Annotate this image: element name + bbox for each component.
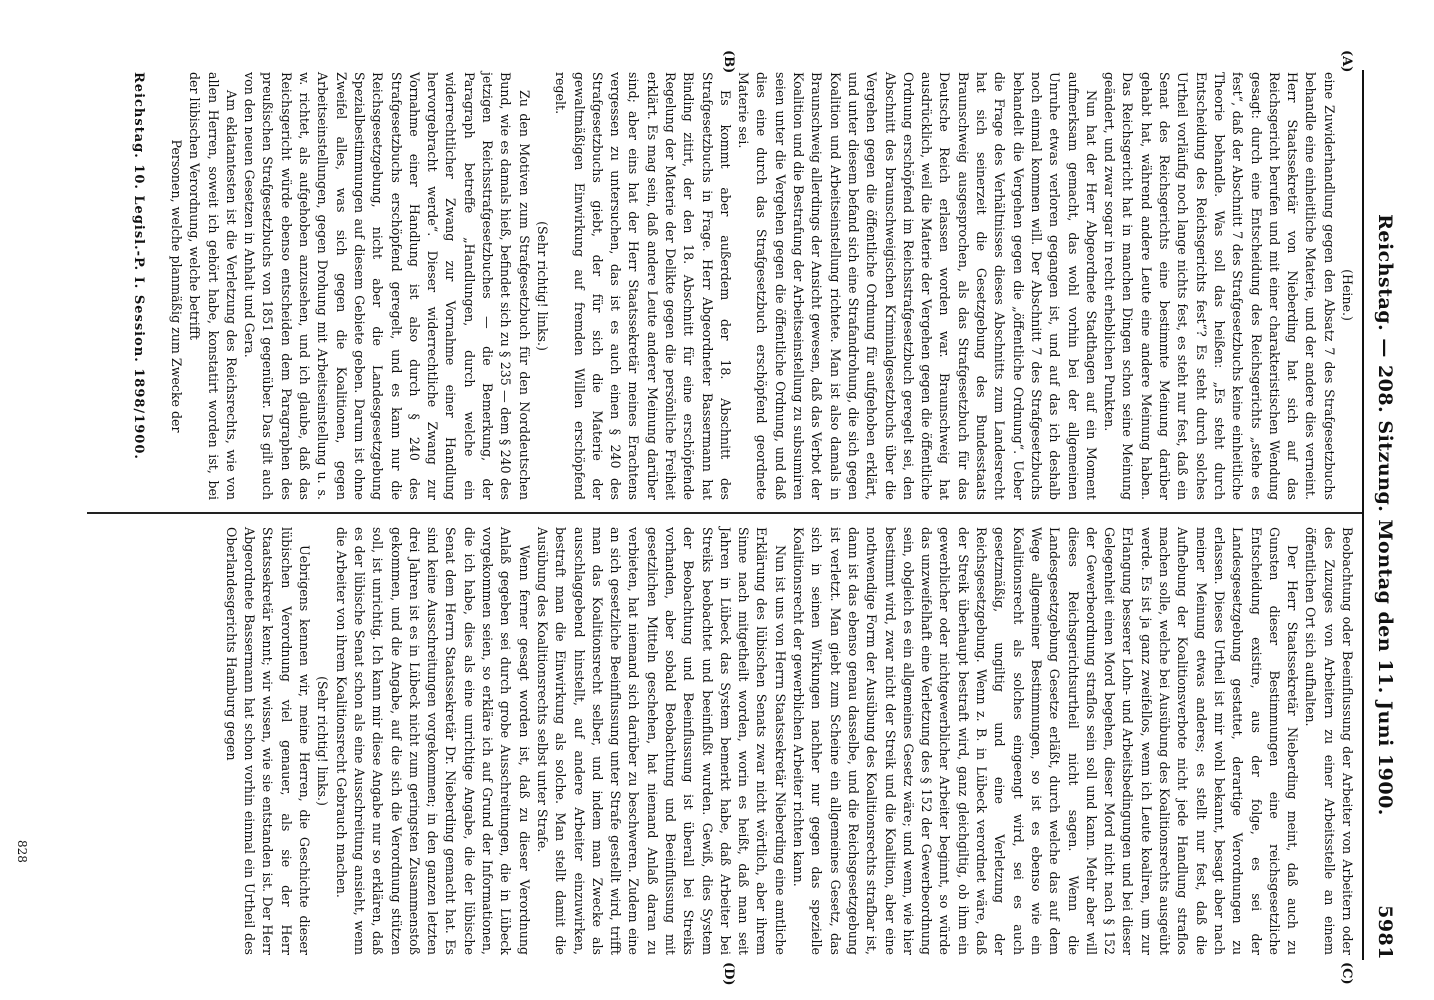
paragraph: Zu den Motiven zum Strafgesetzbuch für den Norddeutschen Bund, wie es damals hieß, befindet sich zu § 235 — dem § 240 des jetzigen Reichsstrafgesetzbuches — die Bemerkung, der Paragraph betreffe „Handlungen, durch welche ein widerrechtlicher Zwang zur Vornahme einer Handlung hervorgebracht werde“. Dieser widerrechtliche Zwang zur Vornahme einer Handlung ist also durch § 240 des Strafgesetzbuchs erschöpfend geregelt, und es kann nur die Reichsgesetzgebung, nicht aber die Landesgesetzgebung Spezialbestimmungen auf diesem Gebiete geben. Darum ist ohne Zweifel alles, was sich gegen die Koalitionen, gegen Arbeitseinstellungen, gegen Drohung mit Arbeitseinstellung u. s. w. richtet, als aufgehoben anzusehen, und ich glaube, daß das Reichsgericht würde ebenso entscheiden dem Paragraphen des preußischen Strafgesetzbuchs von 1851 gegenüber. Das gilt auch von den neuen Gesetzen in Anhalt und Gera. bbox=[242, 72, 532, 500]
paragraph: Nun ist uns von Herrn Staatssekretär Nieberding eine amtliche Erklärung des lübischen Senats zwar nicht wörtlich, aber ihrem Sinne nach mitgetheilt worden, worin es heißt, daß man seit Jahren in Lübeck das System bemerkt habe, daß Arbeiter bei Streiks beobachtet und beeinflußt wurden. Gewiß, dies System der Beobachtung und Beeinflussung ist überall bei Streiks vorhanden, aber sobald Beobachtung und Beeinflussung mit gesetzlichen Mitteln geschehen, hat niemand Anlaß daran zu verbieten, hat niemand sich darüber zu beschweren. Zudem eine an sich gesetzliche Beeinflussung unter Strafe gestellt wird, trifft man das Koalitionsrecht selber, und indem man Zwecke als ausschlaggebend hinstellt, auf andere Arbeiter einzuwirken, bestraft man die Einwirkung als solche. Man stellt damit die Ausübung des Koalitionsrechts selbst unter Strafe. bbox=[534, 527, 788, 955]
column-divider bbox=[87, 512, 1362, 514]
interjection: (Sehr richtig! links.) bbox=[534, 221, 550, 351]
left-column bbox=[167, 72, 1356, 500]
paragraph: Der Herr Staatssekretär Nieberding meint, daß auch zu Gunsten dieser Bestimmungen eine reichsgesetzliche Entscheidung existire, aus der folge, es sei der Landesgesetzgebung gestattet, derartige Verordnungen zu erlassen. Dieses Urtheil ist mir wohl bekannt, besagt aber nach meiner Meinung etwas anderes; es stellt nur fest, daß die Aufhebung der Koalitionsverbote nicht jede Handlung straflos machen solle, welche bei Ausübung des Koalitionsrechts ausgeübt werde. Es ist ja ganz zweifellos, wenn ich Leute koaliren, um zur Erlangung besserer Lohn- und Arbeitsbedingungen und bei dieser Gelegenheit einen Mord begehen, dieser Mord nicht nach § 152 der Gewerbeordnung straflos sein soll und kann. Mehr aber will dieses Reichsgerichtsurtheil nicht sagen. Wenn die Landesgesetzgebung Gesetze erläßt, durch welche das auf dem Wege allgemeiner Bestimmungen, so ist es ebenso wie ein Koalitionsrecht als solches eingeengt wird, sei es auch gesetzmäßig, ungiltig und eine Verletzung der Reichsgesetzgebung. Wenn z. B. in Lübeck verordnet wäre, daß der Streik überhaupt bestraft wird, ganz gleichgiltig, ob ihm ein gewerblicher oder nichtgewerblicher Arbeiter beginnt, so würde das unzweifelhaft eine Verletzung des § 152 der Gewerbeordnung sein, obgleich es ein allgemeines Gesetz wäre; und wenn, wie hier bestimmt wird, zwar nicht der Streik und die Koalition, aber eine nothwendige Form der Ausübung des Koalitionsrechts strafbar ist, dann ist das ebenso genau dasselbe, und die Reichsgesetzgebung ist verletzt. Man giebt zum Scheine ein allgemeines Gesetz, das sich in seinen Wirkungen nachher nur gegen das spezielle Koalitionsrecht der gewerblichen Arbeiter richten kann. bbox=[791, 527, 1301, 955]
interjection: (Sehr richtig! links.) bbox=[315, 676, 331, 806]
margin-mark-a: (A) bbox=[1339, 50, 1354, 73]
paragraph: Wenn ferner gesagt worden ist, daß zu dieser Verordnung Anlaß gegeben sei durch grobe Ausschreitungen, die in Lübeck vorgekommen seien, so erkläre ich auf Grund der Informationen, die ich habe, dies als eine unrichtige Angabe, die der lübische Senat dem Herrn Staatssekretär Dr. Nieberding gemacht hat. Es sind keine Ausschreitungen vorgekommen; in den ganzen letzten drei Jahren ist es in Lübeck nicht zum geringsten Zusammenstoß gekommen, und die Angabe, auf die sich die Verordnung stützen soll, ist unrichtig. Ich kann mir diese Angabe nur so erklären, daß es der lübische Senat schon als eine Ausschreitung ansieht, wenn die Arbeiter von ihrem Koalitionsrecht Gebrauch machen. bbox=[333, 527, 532, 955]
footer-page-number: 828 bbox=[15, 840, 29, 863]
page-header bbox=[1366, 70, 1396, 960]
paragraph: eine Zuwiderhandlung gegen den Absatz 7 des Strafgesetzbuchs behandle eine einheitliche Materie, und der andere dies verneint. Herr Staatssekretär von Nieberding hat sich auf das Reichsgericht berufen und mit einer charakteristischen Wendung gesagt: durch eine Entscheidung des Reichsgerichts „stehe es fest“, daß der Abschnitt 7 des Strafgesetzbuchs keine einheitliche Theorie behandle. Was soll das heißen: „Es steht durch Entscheidung des Reichsgerichts fest“? Es steht durch solches Urtheil vorläufig noch lange nichts fest, es steht nur fest, daß ein Senat des Reichsgerichts eine bestimmte Meinung darüber gehabt hat, während andere Leute eine andere Meinung haben. Das Reichsgericht hat in manchen Dingen schon seine Meinung geändert, und zwar sogar in recht erheblichen Punkten. bbox=[1102, 72, 1337, 500]
paragraph: Uebrigens kennen wir, meine Herren, die Geschichte dieser lübischen Verordnung viel genauer, als sie der Herr Staatssekretär kennt; wir wissen, wie sie entstanden ist. Der Herr Abgeordnete Bassermann hat schon vorhin einmal ein Urtheil des Oberlandesgerichts Hamburg gegen bbox=[223, 527, 313, 955]
paragraph: Am eklatantesten ist die Verletzung des Reichsrechts, wie von allen Herren, soweit ich gehört habe, konstatirt worden ist, bei der lübischen Verordnung, welche betrifft bbox=[187, 72, 239, 500]
speaker-label: (Heine.) bbox=[1340, 269, 1355, 321]
paragraph: Es kommt aber außerdem der 18. Abschnitt des Strafgesetzbuchs in Frage. Herr Abgeordneter Bassermann hat Binding zitirt, der den 18. Abschnitt für eine erschöpfende Regelung der Materie der Delikte gegen die persönliche Freiheit erklärt. Es mag sein, daß andere Leute anderer Meinung darüber sind; aber eins hat der Herr Staatssekretär meines Erachtens vergessen zu untersuchen, das ist es auch einen § 240 des Strafgesetzbuchs giebt, der für sich die Materie der gewaltmäßigen Einwirkung auf fremden Willen erschöpfend regelt. bbox=[553, 72, 733, 500]
right-column bbox=[222, 527, 1356, 955]
paragraph: Nun hat der Herr Abgeordnete Stadthagen auf ein Moment aufmerksam gemacht, das wohl vorhin bei der allgemeinen Unruhe etwas verloren gegangen ist, und auf das ich deshalb noch einmal kommen will. Der Abschnitt 7 des Strafgesetzbuchs behandelt die Vergehen gegen die „öffentliche Ordnung“. Ueber die Frage des Verhältnisses dieses Abschnitts zum Landesrecht hat sich seinerzeit die Gesetzgebung des Bundesstaats Braunschweig ausgesprochen, als das Strafgesetzbuch für das Deutsche Reich erlassen worden war. Braunschweig hat ausdrücklich, weil die Materie der Vergehen gegen die öffentliche Ordnung erschöpfend im Reichsstrafgesetzbuch geregelt sei, den Abschnitt des braunschweigischen Kriminalgesetzbuchs über die Vergehen gegen die öffentliche Ordnung für aufgehoben erklärt, und unter diesem befand sich eine Strafandrohung, die sich gegen Koalition und Arbeitseinstellung richtete. Man ist also damals in Braunschweig allerdings der Ansicht gewesen, daß das Verbot der Koalition und die Bestrafung der Arbeitseinstellung zu subsumiren seien unter die Vergehen gegen die öffentliche Ordnung, und daß dies eine durch das Strafgesetzbuch erschöpfend geordnete Materie sei. bbox=[736, 72, 1099, 500]
margin-mark-d: (D) bbox=[721, 962, 736, 986]
margin-mark-c: (C) bbox=[1339, 962, 1354, 985]
paragraph-trail: Personen, welche planmäßig zum Zwecke der bbox=[169, 139, 184, 433]
paragraph: Beobachtung oder Beeinflussung der Arbeiter von Arbeitern oder des Zuzuges von Arbeitern zu einer Arbeitsstelle an einem öffentlichen Ort sich aufhalten. bbox=[1303, 527, 1355, 955]
session-footer: Reichstag. 10. Legisl.-P. I. Session. 1898/1900. bbox=[131, 72, 146, 460]
margin-mark-b: (B) bbox=[721, 50, 736, 74]
page-number: 5981 bbox=[1374, 905, 1396, 960]
header-rule bbox=[1362, 70, 1364, 960]
page-title: Reichstag. — 208. Sitzung. Montag den 11. Juni 1900. bbox=[1374, 214, 1396, 816]
